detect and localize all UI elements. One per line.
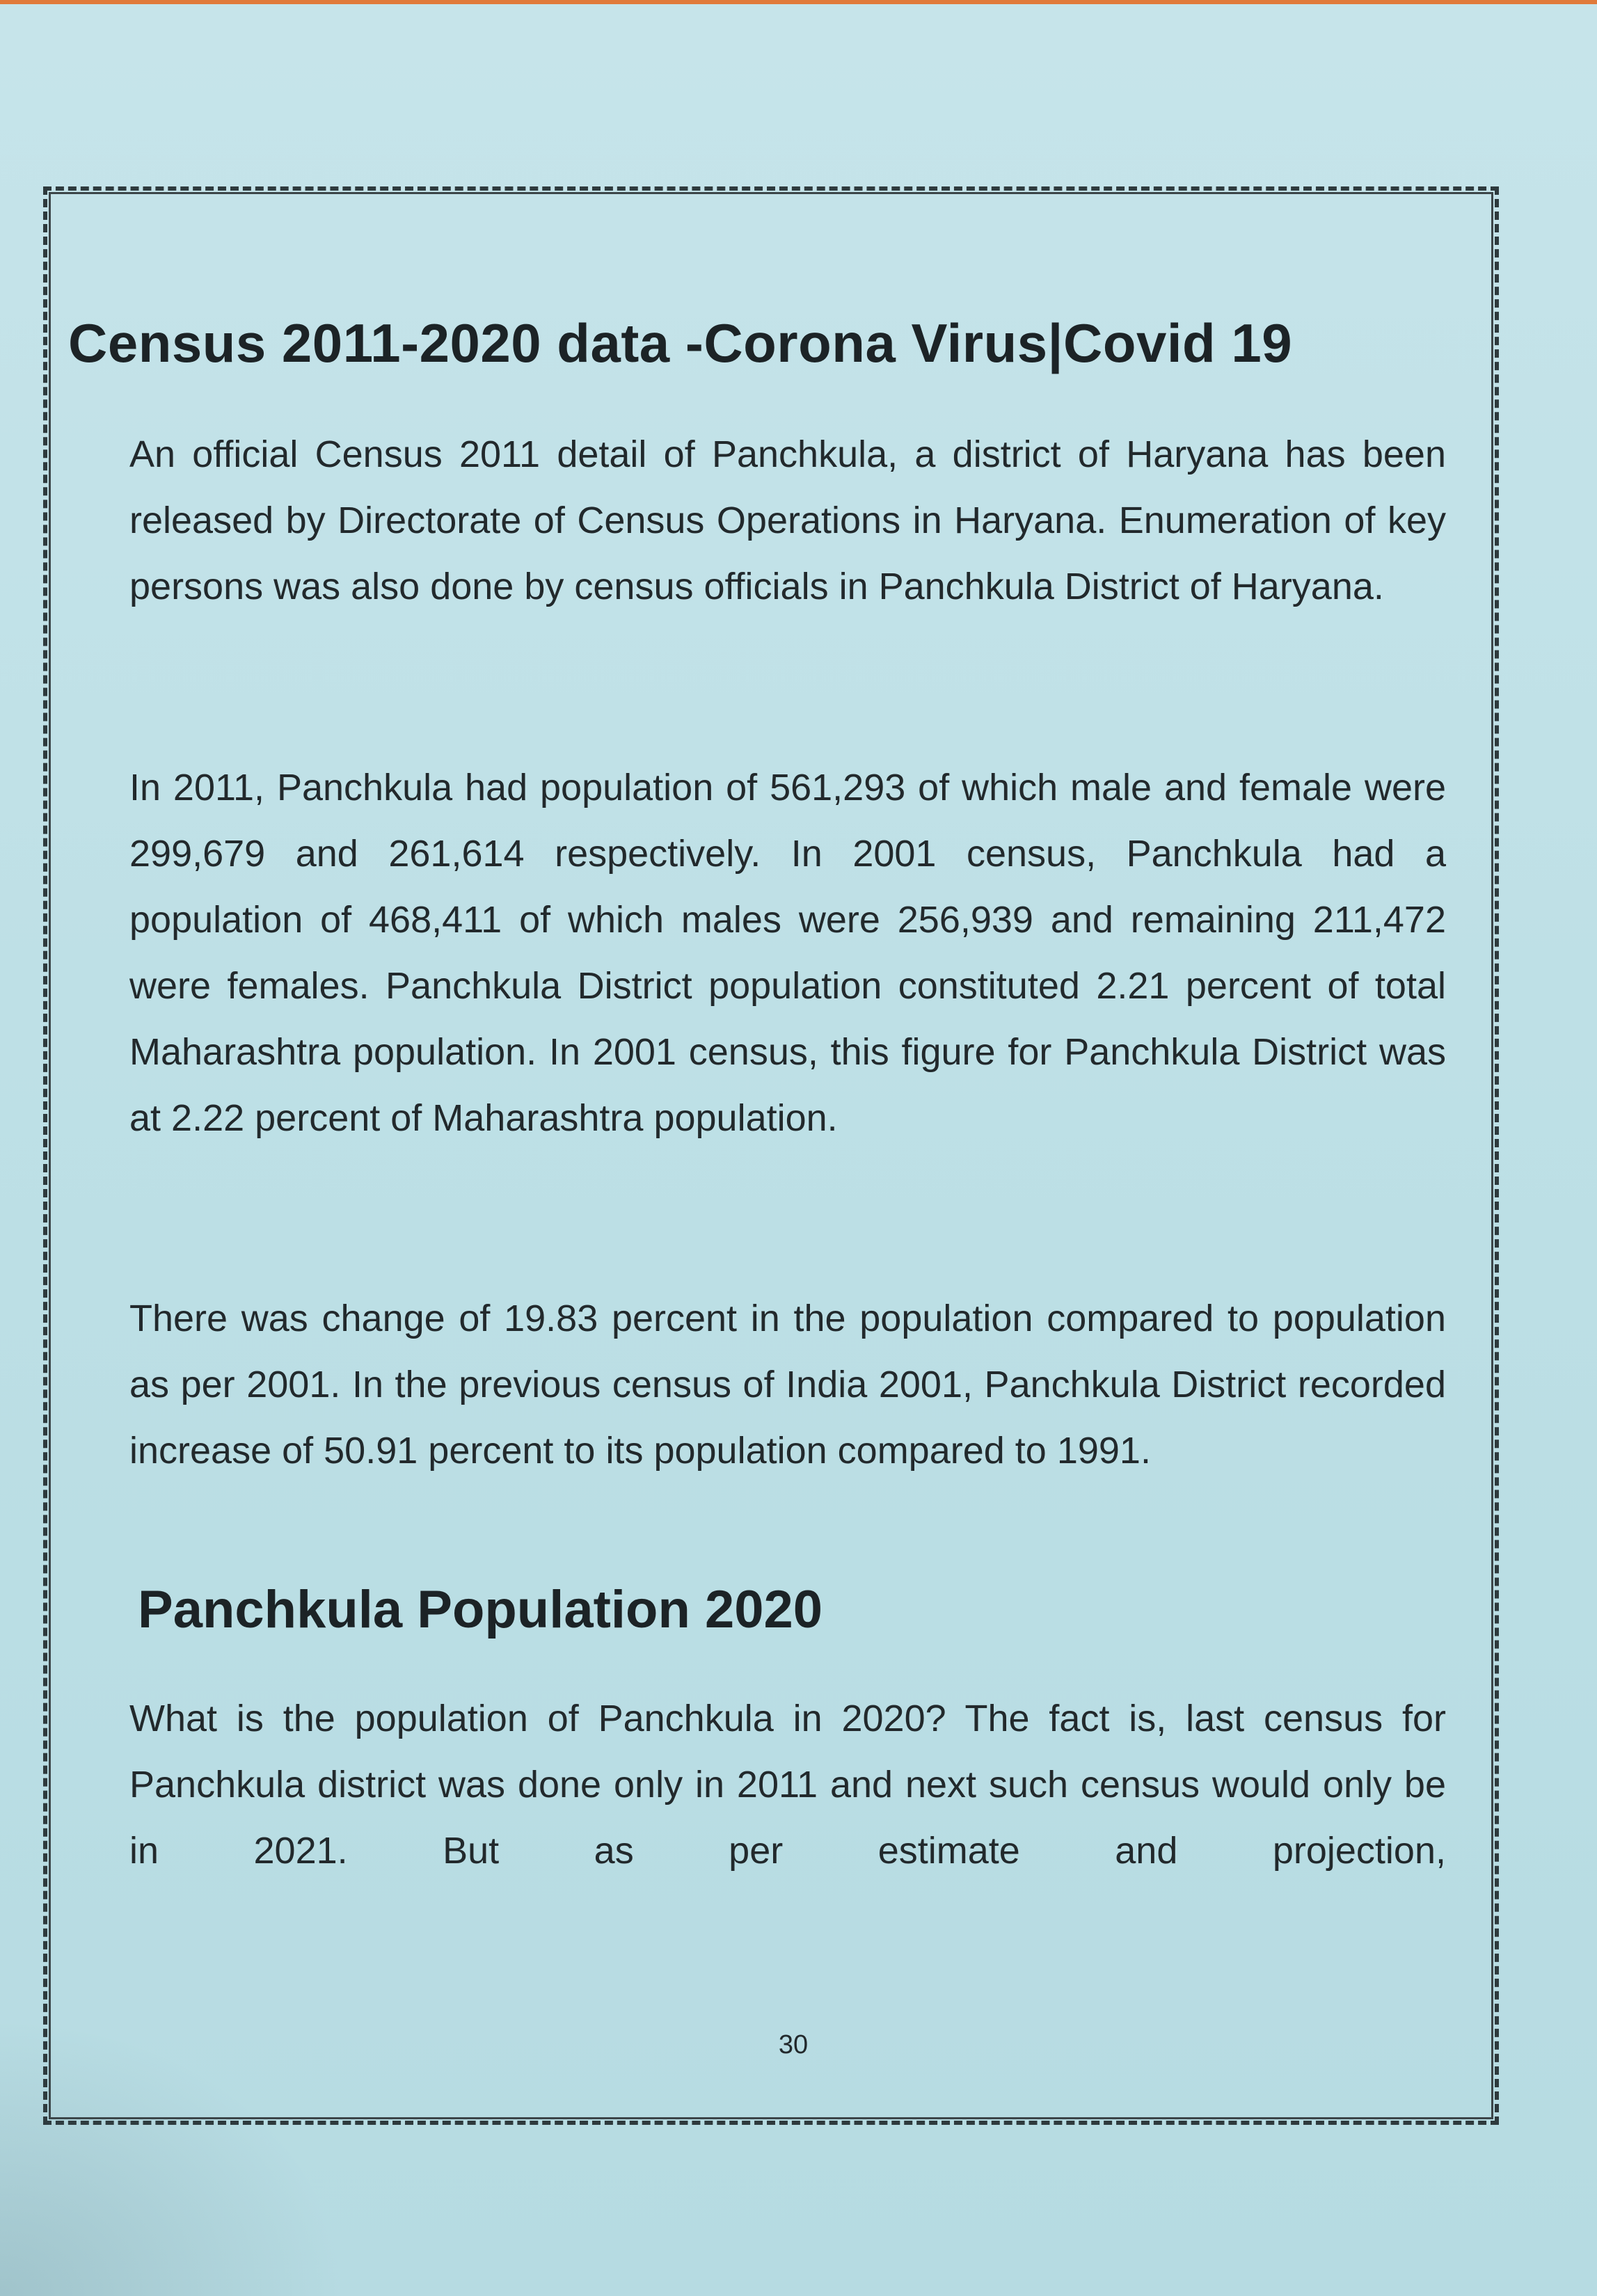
paragraph-population-figures: In 2011, Panchkula had population of 561,293 of which male and female were 299,679 and 261,614 respectively. In 2001 census, Panchkula had a population of 468,411 of which males were 256,939 and remaining 211,472 were females. Panchkula District population constituted 2.21 percent of total Maharashtra population. In 2001 census, this figure for Panchkula District was at 2.22 percent of Maharashtra population. [129,767,1446,1139]
top-edge-strip [0,0,1597,4]
paragraph-census-detail: An official Census 2011 detail of Panchkula, a district of Haryana has been released by Directorate of Census Operations in Haryana. Enumeration of key persons was also done by census officials in Panchkula District of Haryana. [129,433,1446,607]
page-heading: Census 2011-2020 data -Corona Virus|Covid 19 [68,312,1293,374]
section-heading-population-2020: Panchkula Population 2020 [138,1580,823,1639]
paragraph-population-2020: What is the population of Panchkula in 2020? The fact is, last census for Panchkula district was done only in 2011 and next such census would only be in 2021. But as per estimate and projection, [129,1698,1446,1872]
page-number: 30 [778,2030,809,2059]
paragraph-population-change: There was change of 19.83 percent in the population compared to population as per 2001. In the previous census of India 2001, Panchkula District recorded increase of 50.91 percent to its population compared to 1991. [129,1298,1446,1472]
